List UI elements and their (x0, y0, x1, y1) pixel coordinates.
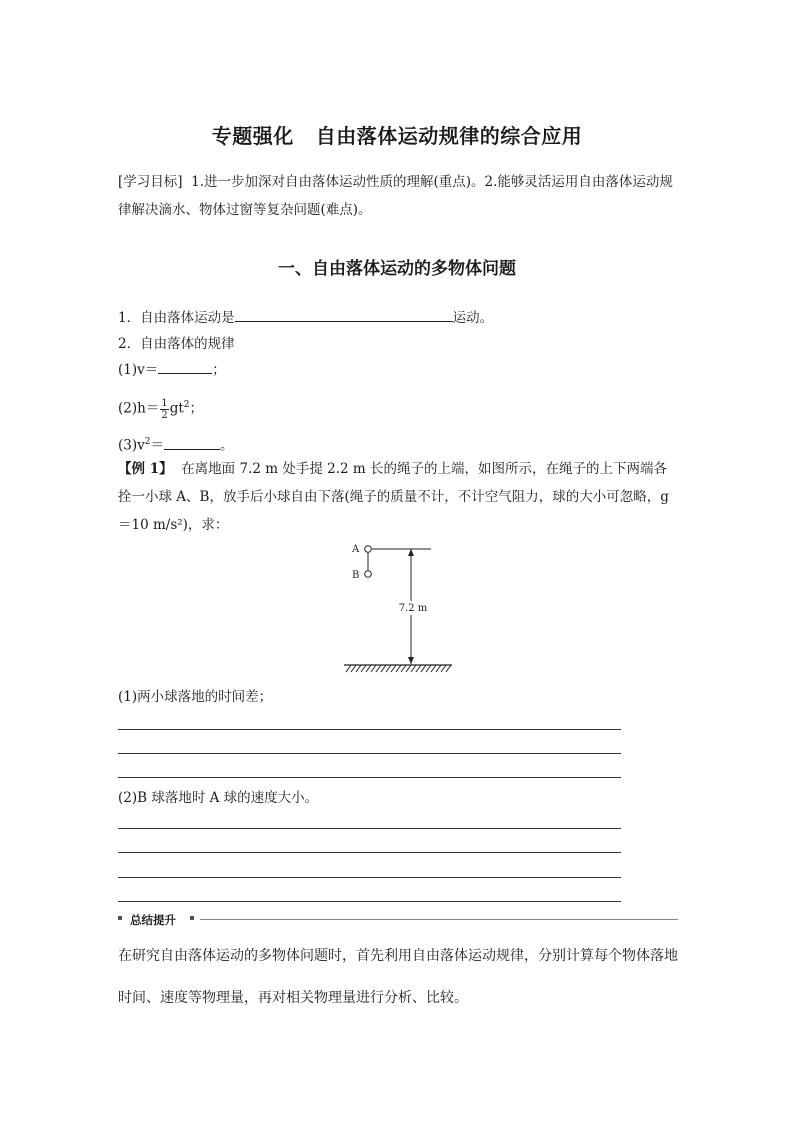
summary-text: 在研究自由落体运动的多物体问题时，首先利用自由落体运动规律，分别计算每个物体落地时间、速度等物理量，再对相关物理量进行分析、比较。 (118, 948, 678, 1006)
arrow-down-icon (408, 657, 414, 664)
blank-line[interactable] (158, 361, 212, 374)
question-1: (1)两小球落地的时间差； (118, 689, 273, 705)
page-title (0, 120, 794, 149)
ground-hatching (346, 665, 451, 672)
question-2: (2)B 球落地时 A 球的速度大小。 (118, 790, 319, 806)
ball-b (365, 571, 372, 578)
answer-line[interactable] (118, 901, 621, 902)
square-bullet-icon (190, 916, 194, 920)
label-b: B (352, 570, 360, 581)
square-bullet-icon (118, 916, 122, 920)
ball-a (365, 546, 372, 553)
falling-balls-figure (340, 538, 460, 678)
arrow-up-icon (408, 549, 414, 556)
blank-line[interactable] (164, 437, 220, 450)
exponent: 2 (144, 437, 151, 447)
section-heading: 一、自由落体运动的多物体问题 (278, 259, 516, 279)
formula-2-gt: gt (169, 400, 184, 417)
formula-1 (118, 356, 680, 384)
objectives-label: [学习目标] (118, 174, 183, 190)
blank-line[interactable] (235, 309, 453, 322)
learning-objectives (118, 168, 680, 224)
answer-line[interactable] (118, 877, 621, 878)
answer-line[interactable] (118, 828, 621, 829)
formula-3-suffix: 。 (219, 437, 234, 454)
fraction (160, 398, 168, 421)
title-subject: 自由落体运动规律的综合应用 (315, 124, 583, 148)
example-text: 在离地面 7.2 m 处手提 2.2 m 长的绳子的上端，如图所示，在绳子的上下两端各拴一小球 A、B，放手后小球自由下落(绳子的质量不计，不计空气阻力，球的大小可忽略，g＝10 m/s²)，求： (118, 461, 669, 533)
label-a: A (352, 544, 360, 555)
fraction-numerator: 1 (161, 397, 168, 409)
formula-2-text: (2)h＝ (118, 400, 160, 417)
example-1 (118, 455, 680, 539)
item-1 (118, 304, 680, 332)
answer-line[interactable] (118, 852, 621, 853)
formula-2-end: ； (189, 400, 204, 417)
answer-line[interactable] (118, 777, 621, 778)
item-1-suffix: 运动。 (452, 310, 494, 326)
example-label: 【例 1】 (118, 461, 173, 477)
answer-line[interactable] (118, 753, 621, 754)
answer-line[interactable] (118, 729, 621, 730)
fraction-denominator: 2 (161, 409, 168, 421)
item-2: 2．自由落体的规律 (118, 336, 235, 352)
summary-label: 总结提升 (130, 913, 176, 927)
exponent: 2 (183, 400, 190, 410)
formula-3-text: (3)v (118, 437, 145, 454)
summary-header (118, 912, 678, 928)
height-label: 7.2 m (398, 603, 428, 614)
title-topic: 专题强化 (211, 124, 294, 148)
objectives-text: 1.进一步加深对自由落体运动性质的理解(重点)。2.能够灵活运用自由落体运动规律解决滴水、物体过窗等复杂问题(难点)。 (118, 174, 673, 218)
formula-1-text: (1)v＝ (118, 362, 159, 378)
formula-1-suffix: ； (212, 362, 226, 378)
summary-rule (200, 919, 678, 920)
formula-3-eq: ＝ (150, 437, 164, 454)
formula-2 (118, 391, 680, 423)
item-1-text: 1．自由落体运动是 (118, 310, 235, 326)
